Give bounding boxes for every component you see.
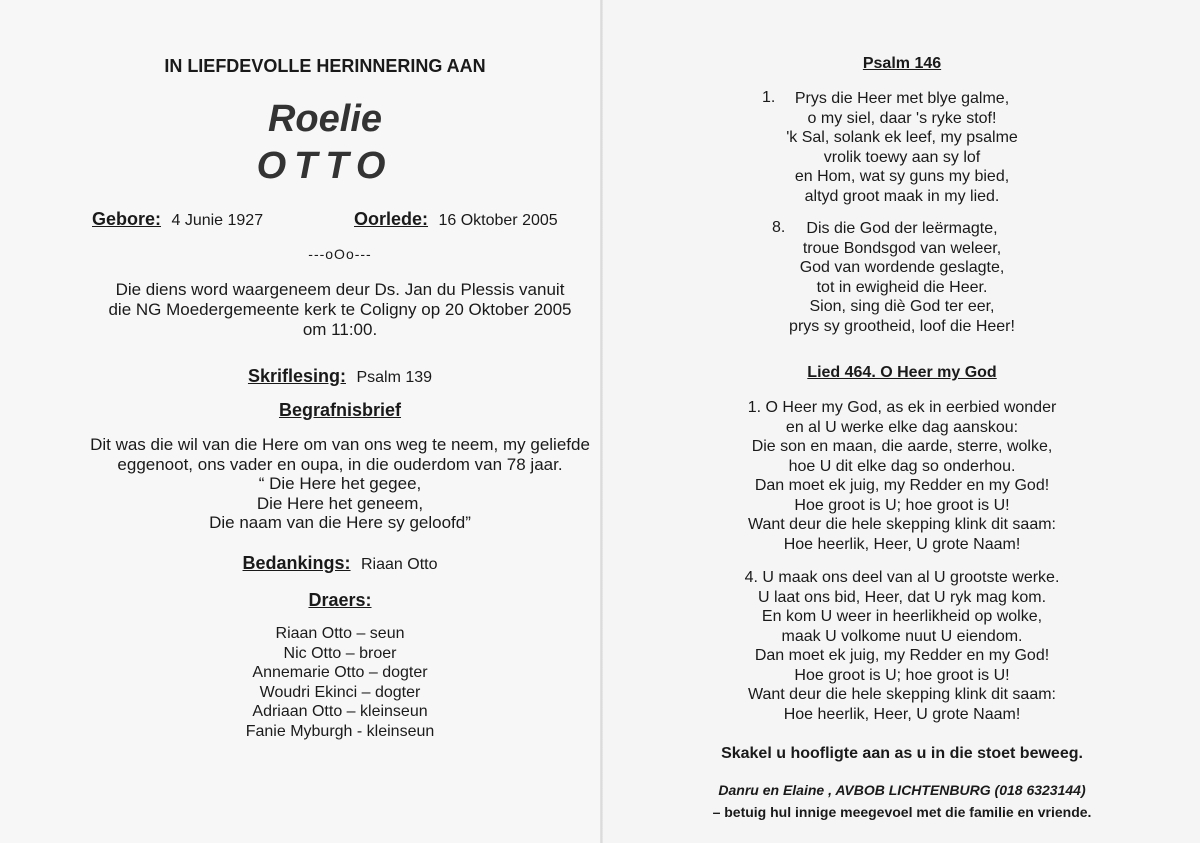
hymn-line: Hoe groot is U; hoe groot is U! <box>794 496 1010 514</box>
thanks-row <box>0 553 680 574</box>
hymn-line: hoe U dit elke dag so onderhou. <box>788 457 1016 475</box>
headlights-note: Skakel u hoofligte aan as u in die stoet beweeg. <box>721 745 1083 762</box>
born-label: Gebore: <box>92 209 162 229</box>
funeral-letter-body <box>0 435 680 533</box>
died-date: 16 Oktober 2005 <box>438 212 558 229</box>
psalm-line: prys sy grootheid, loof die Heer! <box>789 317 1015 335</box>
bearer-item: Nic Otto – broer <box>283 644 397 662</box>
bearer-item: Riaan Otto – seun <box>275 625 405 642</box>
thanks-value: Riaan Otto <box>361 556 438 573</box>
psalm-line: troue Bondsgod van weleer, <box>802 239 1002 257</box>
hymn-line: Die son en maan, die aarde, sterre, wolke, <box>751 438 1053 455</box>
hymn-line: en al U werke elke dag aanskou: <box>785 418 1019 436</box>
psalm-line: o my siel, daar 's ryke stof! <box>807 109 997 127</box>
scripture-reading-row <box>0 366 680 387</box>
bearers-title: Draers: <box>308 590 372 610</box>
scripture-reading-label: Skriflesing: <box>247 366 346 386</box>
psalm-verse1-number: 1. <box>762 89 776 106</box>
hymn-verse1 <box>602 398 1200 554</box>
psalm-line: God van wordende geslagte, <box>799 259 1005 276</box>
psalm-line: en Hom, wat sy guns my bied, <box>794 168 1010 185</box>
deceased-first-name: Roelie <box>267 98 383 140</box>
letter-line: eggenoot, ons vader en oupa, in die ouderdom van 78 jaar. <box>117 454 563 474</box>
psalm-line: vrolik toewy aan sy lof <box>823 148 981 166</box>
hymn-line: Hoe groot is U; hoe groot is U! <box>794 666 1010 684</box>
psalm-line: Dis die God der leërmagte, <box>806 220 998 237</box>
died-label: Oorlede: <box>354 209 429 229</box>
sympathy-message: – betuig hul innige meegevoel met die familie en vriende. <box>712 804 1092 820</box>
hymn-line: U laat ons bid, Heer, dat U ryk mag kom. <box>757 588 1047 606</box>
bearers-list <box>0 624 680 741</box>
service-line: om 11:00. <box>302 320 378 339</box>
hymn-line: 4. U maak ons deel van al U grootste werke. <box>744 569 1060 586</box>
hymn-line: Hoe heerlik, Heer, U grote Naam! <box>783 535 1021 553</box>
hymn-line: Want deur die hele skepping klink dit saam: <box>747 516 1056 533</box>
letter-line: “ Die Here het gegee, <box>258 474 422 493</box>
funeral-letter-title: Begrafnisbrief <box>278 400 402 420</box>
deceased-surname: OTTO <box>256 145 394 187</box>
born-row <box>92 209 263 230</box>
psalm-verse8 <box>602 219 1200 336</box>
hymn-line: Dan moet ek juig, my Redder en my God! <box>754 647 1050 664</box>
psalm-line: altyd groot maak in my lied. <box>804 187 1000 205</box>
hymn-line: 1. O Heer my God, as ek in eerbied wonder <box>747 399 1057 416</box>
born-date: 4 Junie 1927 <box>171 212 264 229</box>
service-line: Die diens word waargeneem deur Ds. Jan du Plessis vanuit <box>115 280 565 299</box>
letter-line: Die naam van die Here sy geloofd” <box>209 513 471 532</box>
hymn-line: Dan moet ek juig, my Redder en my God! <box>754 477 1050 494</box>
service-line: die NG Moedergemeente kerk te Coligny op 20 Oktober 2005 <box>108 300 572 319</box>
thanks-label: Bedankings: <box>242 553 351 573</box>
bearer-item: Woudri Ekinci – dogter <box>259 683 421 701</box>
bearer-item: Annemarie Otto – dogter <box>252 664 428 681</box>
letter-line: Die Here het geneem, <box>256 493 424 513</box>
psalm-line: 'k Sal, solank ek leef, my psalme <box>786 129 1018 146</box>
sympathy-sender: Danru en Elaine , AVBOB LICHTENBURG (018 6323144) <box>718 782 1086 798</box>
hymn-title: Lied 464. O Heer my God <box>807 364 997 381</box>
hymn-line: En kom U weer in heerlikheid op wolke, <box>761 608 1043 625</box>
letter-line: Dit was die wil van die Here om van ons weg te neem, my geliefde <box>90 435 590 454</box>
psalm-line: Sion, sing diè God ter eer, <box>809 298 995 315</box>
hymn-line: maak U volkome nuut U eiendom. <box>781 627 1023 645</box>
scripture-reading-value: Psalm 139 <box>356 369 433 386</box>
separator: ---oOo--- <box>308 246 372 262</box>
hymn-line: Hoe heerlik, Heer, U grote Naam! <box>783 705 1021 723</box>
memorial-header: IN LIEFDEVOLLE HERINNERING AAN <box>164 56 486 76</box>
hymn-verse4 <box>602 568 1200 724</box>
psalm-verse8-number: 8. <box>772 219 786 236</box>
bearer-item: Adriaan Otto – kleinseun <box>252 703 428 720</box>
psalm-line: tot in ewigheid die Heer. <box>816 278 988 296</box>
psalm-title: Psalm 146 <box>862 55 942 72</box>
died-row <box>354 209 558 230</box>
bearer-item: Fanie Myburgh - kleinseun <box>245 722 435 740</box>
psalm-line: Prys die Heer met blye galme, <box>794 90 1010 107</box>
psalm-verse1 <box>602 89 1200 206</box>
service-details <box>0 280 680 340</box>
hymn-line: Want deur die hele skepping klink dit saam: <box>747 686 1056 703</box>
